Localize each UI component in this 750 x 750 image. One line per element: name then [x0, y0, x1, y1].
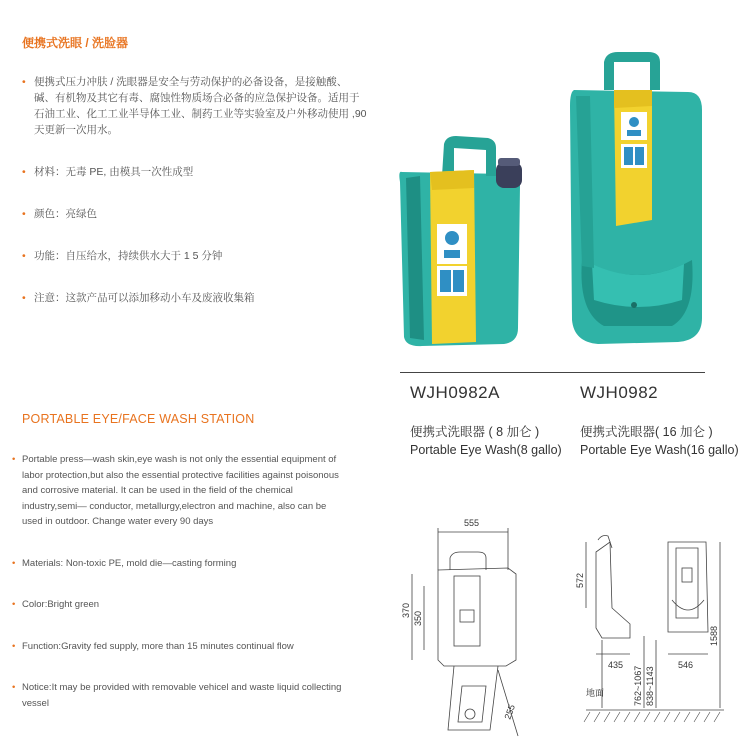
english-bullet-description: • Portable press—wash skin,eye wash is not only the essential equipment of labor protection,but also the essential protective facilities against poisonous and corrosive material. It can be used in the field of the chemical industry,semi— conductor, metallurgy,electron and machine, also can be used in outdoor. Change water every 90 days [12, 452, 342, 530]
dim-435-label: 435 [608, 660, 624, 670]
english-bullet-list [12, 452, 342, 711]
divider-line [400, 372, 705, 373]
dim-1588-label: 1588 [709, 625, 719, 646]
product-image-8-gallon [392, 132, 530, 357]
technical-drawing-16-gallon [572, 528, 732, 740]
technical-drawing-8-gallon [398, 510, 538, 746]
chinese-bullet-list [22, 74, 367, 306]
english-bullet-materials: • Materials: Non-toxic PE, mold die—casting forming [12, 556, 342, 572]
dim-370-label: 370 [401, 602, 411, 618]
chinese-bullet-notice: • 注意：这款产品可以添加移动小车及废液收集箱 [22, 290, 367, 306]
english-bullet-function: • Function:Gravity fed supply, more than 15 minutes continual flow [12, 639, 342, 655]
dim-555-label: 555 [464, 518, 480, 528]
chinese-title: 便携式洗眼 / 洗脸器 [22, 36, 129, 50]
english-title: PORTABLE EYE/FACE WASH STATION [22, 412, 255, 426]
product-name-en-b: Portable Eye Wash(16 gallo) [580, 443, 739, 457]
product-name-en-a: Portable Eye Wash(8 gallo) [410, 443, 562, 457]
english-bullet-notice: • Notice:It may be provided with removable vehicel and waste liquid collecting vessel [12, 680, 342, 711]
english-bullet-color: • Color:Bright green [12, 597, 342, 613]
dim-572-label: 572 [575, 572, 585, 588]
chinese-bullet-description: • 便携式压力冲肤 / 洗眼器是安全与劳动保护的必备设备，是接触酸、碱、有机物及其它有毒、腐蚀性物质场合必备的应急保护设备。适用于石油工业、化工工业半导体工业、制药工业等实验室及户外移动使用 ,90 天更新一次用水。 [22, 74, 367, 138]
product-name-cn-a: 便携式洗眼器 ( 8 加仑 ) [410, 425, 540, 439]
chinese-bullet-materials: • 材料：无毒 PE, 由模具一次性成型 [22, 164, 367, 180]
product-name-cn-b: 便携式洗眼器( 16 加仑 ) [580, 425, 713, 439]
product-code-b: WJH0982 [580, 383, 659, 402]
chinese-bullet-function: • 功能：自压给水，持续供水大于 1 5 分钟 [22, 248, 367, 264]
dim-838-label: 838~1143 [645, 666, 655, 706]
product-image-16-gallon [568, 50, 706, 355]
dim-350-label: 350 [413, 610, 423, 626]
chinese-bullet-color: • 颜色：亮绿色 [22, 206, 367, 222]
ground-label: 地面 [586, 688, 605, 698]
product-code-a: WJH0982A [410, 383, 500, 402]
dim-546-label: 546 [678, 660, 694, 670]
dim-762-label: 762~1067 [633, 665, 643, 706]
dim-255-label: 255 [502, 703, 518, 721]
